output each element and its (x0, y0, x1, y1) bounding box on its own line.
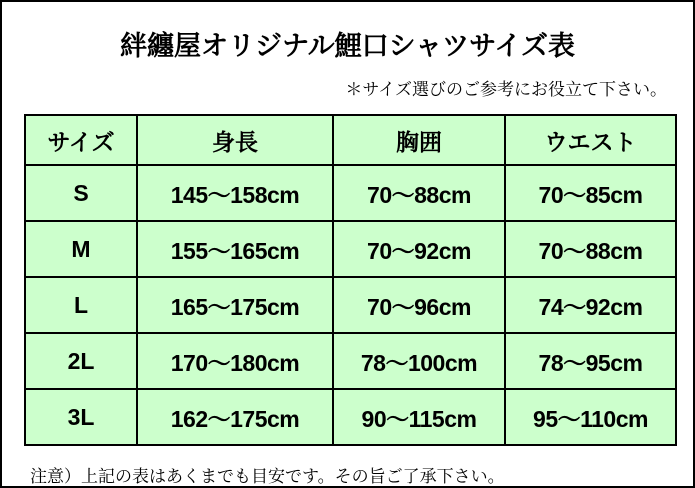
cell-chest: 78〜100cm (333, 333, 505, 389)
size-table (24, 114, 677, 446)
cell-size: 2L (25, 333, 137, 389)
cell-chest: 70〜96cm (333, 277, 505, 333)
table-row (25, 333, 676, 389)
page-title: 絆纏屋オリジナル鯉口シャツサイズ表 (120, 31, 575, 61)
size-table-container (24, 114, 671, 446)
cell-waist: 74〜92cm (505, 277, 676, 333)
cell-waist: 70〜88cm (505, 221, 676, 277)
table-row (25, 389, 676, 445)
table-header (25, 115, 676, 165)
cell-waist: 78〜95cm (505, 333, 676, 389)
column-header-chest: 胸囲 (333, 115, 505, 165)
cell-size: L (25, 277, 137, 333)
cell-chest: 70〜88cm (333, 165, 505, 221)
cell-chest: 70〜92cm (333, 221, 505, 277)
cell-height: 165〜175cm (137, 277, 333, 333)
cell-size: M (25, 221, 137, 277)
table-row (25, 277, 676, 333)
column-header-height: 身長 (137, 115, 333, 165)
cell-height: 170〜180cm (137, 333, 333, 389)
table-body (25, 165, 676, 445)
disclaimer-note: 注意）上記の表はあくまでも目安です。その旨ご了承下さい。 (30, 467, 505, 486)
cell-height: 162〜175cm (137, 389, 333, 445)
cell-size: 3L (25, 389, 137, 445)
cell-height: 145〜158cm (137, 165, 333, 221)
page-subtitle: ＊サイズ選びのご参考にお役立て下さい。 (345, 80, 667, 99)
cell-chest: 90〜115cm (333, 389, 505, 445)
cell-size: S (25, 165, 137, 221)
cell-height: 155〜165cm (137, 221, 333, 277)
table-header-row (25, 115, 676, 165)
column-header-size: サイズ (25, 115, 137, 165)
table-row (25, 221, 676, 277)
cell-waist: 70〜85cm (505, 165, 676, 221)
column-header-waist: ウエスト (505, 115, 676, 165)
table-row (25, 165, 676, 221)
cell-waist: 95〜110cm (505, 389, 676, 445)
